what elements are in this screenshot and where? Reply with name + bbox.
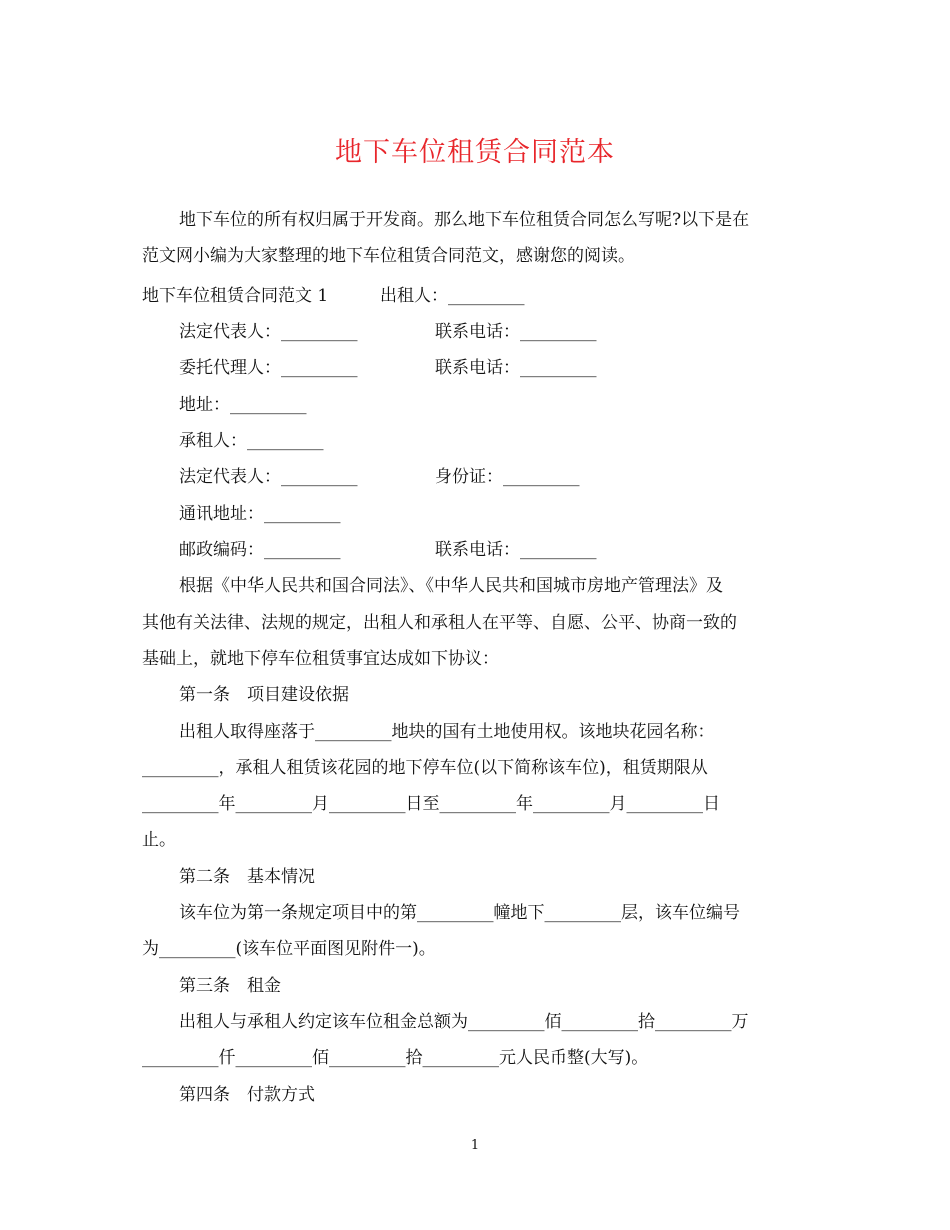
article-3-line-2: _________仟_________佰_________拾_________元人民币整(大写)。 xyxy=(142,1048,649,1068)
article-3-line-1: 出租人与承租人约定该车位租金总额为_________佰_________拾_________万 xyxy=(179,1012,749,1032)
intro-line-2: 范文网小编为大家整理的地下车位租赁合同范文，感谢您的阅读。 xyxy=(142,246,635,266)
lessor-phone-field-1: 联系电话：_________ xyxy=(435,322,597,342)
article-1-title: 第一条 项目建设依据 xyxy=(179,685,349,705)
page-number: 1 xyxy=(470,1138,480,1153)
lessee-postcode-field: 邮政编码：_________ xyxy=(179,540,341,560)
lessor-agent-field: 委托代理人：_________ xyxy=(179,358,358,378)
article-2-line-2: 为_________(该车位平面图见附件一)。 xyxy=(142,939,436,959)
basis-line-2: 其他有关法律、法规的规定，出租人和承租人在平等、自愿、公平、协商一致的 xyxy=(142,613,737,633)
lessee-legal-rep-field: 法定代表人：_________ xyxy=(179,467,358,487)
article-1-line-2: _________，承租人租赁该花园的地下停车位(以下简称该车位)，租赁期限从 xyxy=(142,758,708,778)
article-2-line-1: 该车位为第一条规定项目中的第_________幢地下_________层，该车位编号 xyxy=(179,903,740,923)
article-1-line-4: 止。 xyxy=(142,830,176,850)
lessor-field: 出租人：_________ xyxy=(380,286,525,306)
intro-line-1: 地下车位的所有权归属于开发商。那么地下车位租赁合同怎么写呢?以下是在 xyxy=(179,210,750,230)
article-1-line-3: _________年_________月_________日至_________年_________月_________日 xyxy=(142,794,720,814)
lessor-legal-rep-field: 法定代表人：_________ xyxy=(179,322,358,342)
article-2-title: 第二条 基本情况 xyxy=(179,867,315,887)
lessee-field: 承租人：_________ xyxy=(179,431,324,451)
lessor-phone-field-2: 联系电话：_________ xyxy=(435,358,597,378)
basis-line-3: 基础上，就地下停车位租赁事宜达成如下协议： xyxy=(142,649,499,669)
sample-heading: 地下车位租赁合同范文 1 xyxy=(142,286,329,306)
basis-line-1: 根据《中华人民共和国合同法》、《中华人民共和国城市房地产管理法》及 xyxy=(179,576,723,596)
lessee-phone-field: 联系电话：_________ xyxy=(435,540,597,560)
article-3-title: 第三条 租金 xyxy=(179,976,281,996)
lessee-address-field: 通讯地址：_________ xyxy=(179,504,341,524)
document-title: 地下车位租赁合同范本 xyxy=(335,137,615,168)
lessee-id-field: 身份证：_________ xyxy=(435,467,580,487)
lessor-address-field: 地址：_________ xyxy=(179,395,307,415)
article-4-title: 第四条 付款方式 xyxy=(179,1085,315,1105)
article-1-line-1: 出租人取得座落于_________地块的国有土地使用权。该地块花园名称： xyxy=(179,722,715,742)
